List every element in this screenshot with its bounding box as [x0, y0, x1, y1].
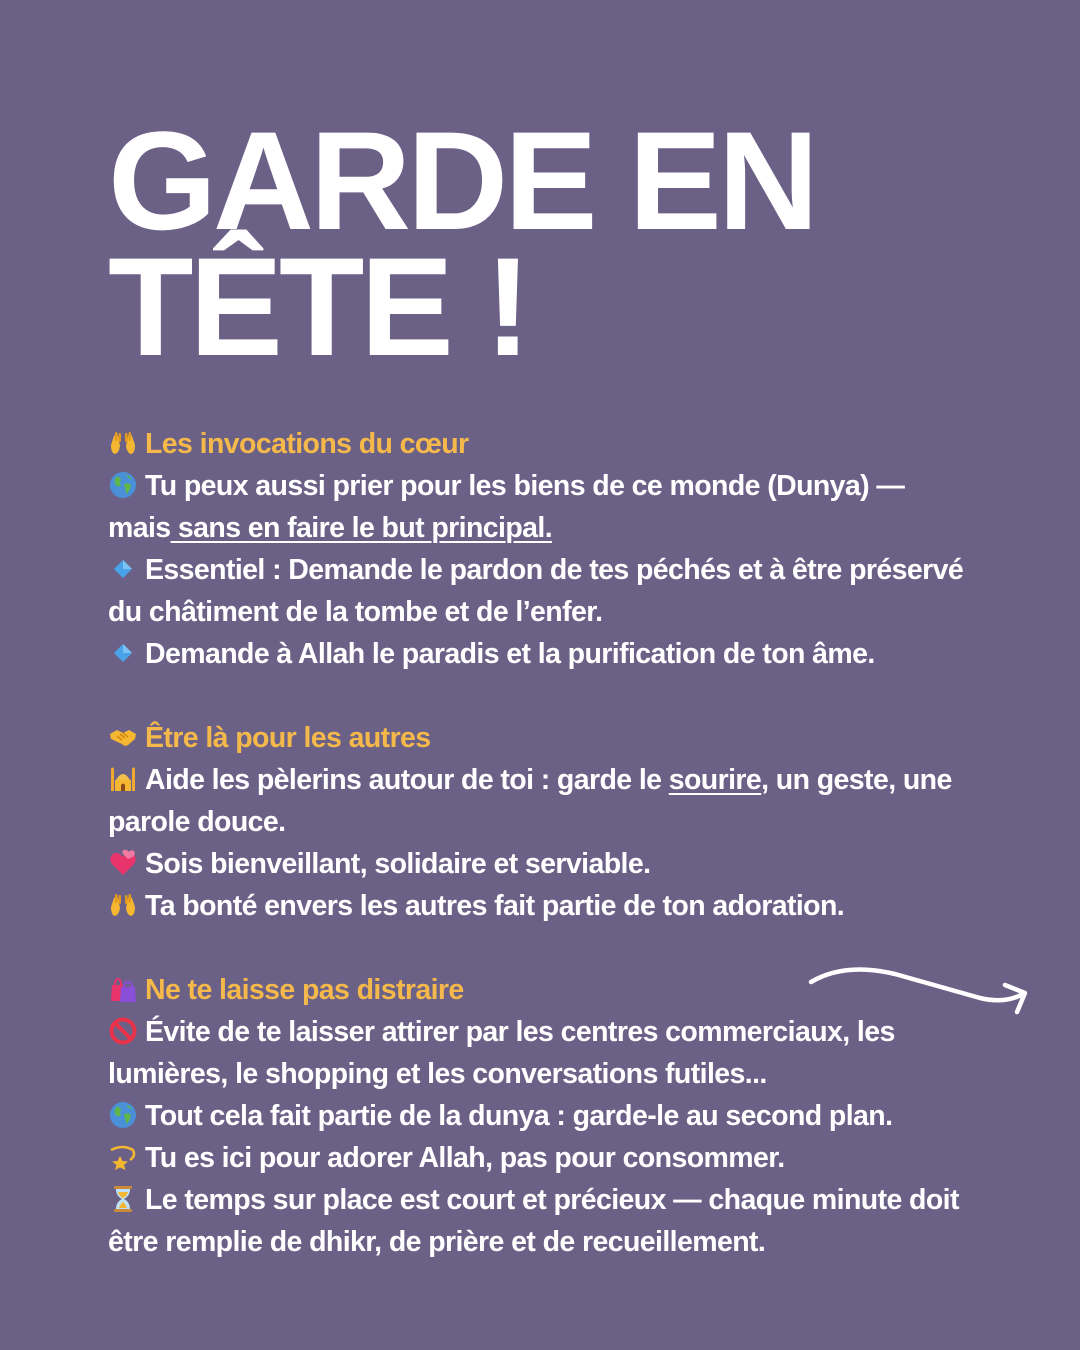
- line-text: mais: [108, 512, 171, 544]
- line-text: Sois bienveillant, solidaire et serviable.: [145, 848, 651, 880]
- section-heading: [108, 423, 988, 465]
- line-text: Tu es ici pour adorer Allah, pas pour consommer.: [145, 1142, 785, 1174]
- line-text: Ta bonté envers les autres fait partie de ton adoration.: [145, 890, 845, 922]
- text-line: [108, 1053, 988, 1095]
- section-invocations: [108, 423, 988, 675]
- content: [108, 423, 988, 1263]
- underlined-text: sourire: [668, 764, 762, 796]
- text-line: [108, 1095, 988, 1137]
- section-heading-text: Ne te laisse pas distraire: [145, 974, 464, 1006]
- prohibited-icon: [108, 1016, 138, 1046]
- section-heading: [108, 717, 988, 759]
- two-hearts-icon: [108, 848, 138, 878]
- text-line: [108, 759, 988, 801]
- blue-diamond-icon: [108, 638, 138, 668]
- line-text: être remplie de dhikr, de prière et de recueillement.: [108, 1226, 766, 1258]
- line-text: Essentiel : Demande le pardon de tes péchés et à être préservé: [145, 554, 964, 586]
- mosque-icon: [108, 764, 138, 794]
- text-line: [108, 465, 988, 507]
- line-text: du châtiment de la tombe et de l’enfer.: [108, 596, 603, 628]
- page-title: [108, 102, 815, 385]
- line-text: Évite de te laisser attirer par les centres commerciaux, les: [145, 1016, 895, 1048]
- raised-hands-icon: [108, 890, 138, 920]
- hourglass-icon: [108, 1184, 138, 1214]
- text-line: [108, 591, 988, 633]
- line-text: Demande à Allah le paradis et la purification de ton âme.: [145, 638, 875, 670]
- title-line-2: TÊTE !: [108, 228, 528, 385]
- line-text: Aide les pèlerins autour de toi : garde le: [145, 764, 669, 796]
- text-line: [108, 549, 988, 591]
- text-line: [108, 1137, 988, 1179]
- blue-diamond-icon: [108, 554, 138, 584]
- curved-arrow-icon: [805, 960, 1035, 1020]
- text-line: [108, 885, 988, 927]
- globe-icon: [108, 1100, 138, 1130]
- text-line: [108, 1179, 988, 1221]
- underlined-text: sans en faire le but principal.: [170, 512, 553, 544]
- section-heading-text: Être là pour les autres: [145, 722, 431, 754]
- text-line: [108, 801, 988, 843]
- title-line-1: GARDE EN: [108, 102, 815, 259]
- raised-hands-icon: [108, 428, 138, 458]
- text-line: [108, 843, 988, 885]
- line-text: Tu peux aussi prier pour les biens de ce monde (Dunya) —: [145, 470, 905, 502]
- globe-icon: [108, 470, 138, 500]
- dizzy-star-icon: [108, 1142, 138, 1172]
- handshake-icon: [108, 722, 138, 752]
- line-text: parole douce.: [108, 806, 286, 838]
- text-line: [108, 507, 988, 549]
- line-text: Tout cela fait partie de la dunya : garde-le au second plan.: [145, 1100, 893, 1132]
- line-text: Le temps sur place est court et précieux — chaque minute doit: [145, 1184, 959, 1216]
- shopping-bags-icon: [108, 974, 138, 1004]
- section-others: [108, 717, 988, 927]
- section-heading-text: Les invocations du cœur: [145, 428, 469, 460]
- text-line: [108, 1221, 988, 1263]
- line-text: , un geste, une: [761, 764, 952, 796]
- text-line: [108, 633, 988, 675]
- line-text: lumières, le shopping et les conversations futiles...: [108, 1058, 767, 1090]
